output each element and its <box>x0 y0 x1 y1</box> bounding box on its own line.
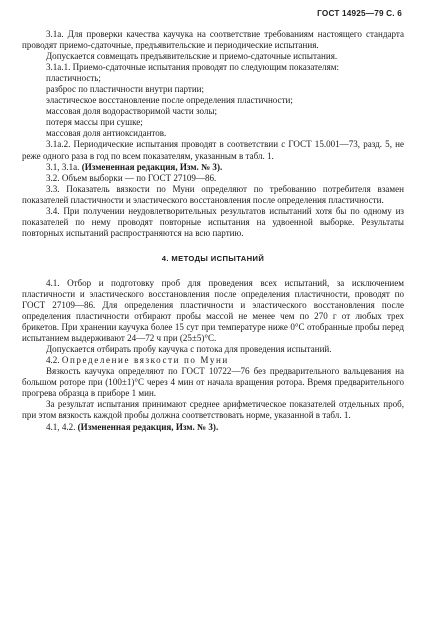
clause-title: Определение вязкости по Муни <box>61 355 229 366</box>
section-title: 4. МЕТОДЫ ИСПЫТАНИЙ <box>161 253 265 263</box>
list-item: массовая доля антиоксидантов. <box>46 128 167 139</box>
list-item: разброс по пластичности внутри партии; <box>46 84 205 95</box>
paragraph-3-4: 3.4. При получении неудовлетворительных результатов испытаний хотя бы по одному из показателей по нему проводят повторные испытания на удвоенной выборке. Результаты повторных испытаний распространяются на всю партию. <box>22 205 404 238</box>
paragraph-mooney-method: Вязкость каучука определяют по ГОСТ 10722—76 без предварительного вальцевания на большом роторе при (100±1)°С через 4 мин от начала вращения ротора. Время предварительного прогрева образца в приборе 1 мин. <box>22 366 404 399</box>
paragraph-4-2-heading <box>22 355 404 366</box>
paragraph-flow-sampling: Допускается отбирать пробу каучука с потока для проведения испытаний. <box>46 344 332 355</box>
revision-ref: 4.1, 4.2. <box>46 421 76 432</box>
revision-ref: 3.1, 3.1а. <box>46 161 80 172</box>
paragraph-3-2: 3.2. Объем выборки — по ГОСТ 27109—86. <box>46 172 217 183</box>
indicator-list <box>22 73 404 139</box>
revision-note: (Измененная редакция, Изм. № 3). <box>77 421 219 432</box>
clause-number: 4.2. <box>46 355 60 366</box>
paragraph-3-1a-2: 3.1а.2. Периодические испытания проводят в соответствии с ГОСТ 15.001—73, разд. 5, не реже одного раза в год по всем показателям, указанным в табл. 1. <box>22 139 404 161</box>
paragraph-revision-4-1 <box>22 422 404 433</box>
page-header: ГОСТ 14925—79 С. 6 <box>317 9 402 18</box>
paragraph-3-3: 3.3. Показатель вязкости по Муни определяют по требованию потребителя взамен показателей пластичности и эластического восстановления после определения пластичности. <box>22 183 404 205</box>
revision-note: (Измененная редакция, Изм. № 3). <box>81 161 223 172</box>
paragraph-3-1a: 3.1а. Для проверки качества каучука на соответствие требованиям настоящего стандарта проводят приемо-сдаточные, предъявительские и периодические испытания. <box>22 29 404 51</box>
paragraph-3-1a-1: 3.1а.1. Приемо-сдаточные испытания проводят по следующим показателям: <box>46 62 339 73</box>
list-item: эластическое восстановление после определения пластичности; <box>46 95 293 106</box>
paragraph-combine: Допускается совмещать предъявительские и приемо-сдаточные испытания. <box>46 51 338 62</box>
list-item: пластичность; <box>46 73 101 84</box>
paragraph-4-1: 4.1. Отбор и подготовку проб для проведения всех испытаний, за исключением пластичности и эластического восстановления после определения пластичности, проводят по ГОСТ 27109—86. Для определения пластичности и эластического восстановления после определения пластичности отбирают пробы массой не менее чем по 270 г от любых трех брикетов. При хранении каучука более 15 сут при температуре ниже 0°С отобранные пробы перед испытанием выдерживают 24—72 ч при (25±5)°С. <box>22 277 404 344</box>
paragraph-revision-3-1 <box>22 162 404 173</box>
list-item: потеря массы при сушке; <box>46 117 143 128</box>
paragraph-result: За результат испытания принимают среднее арифметическое показателей отдельных проб, при этом вязкость каждой пробы должна соответствовать норме, указанной в табл. 1. <box>22 399 404 421</box>
list-item: массовая доля водорастворимой части золы; <box>46 106 217 117</box>
